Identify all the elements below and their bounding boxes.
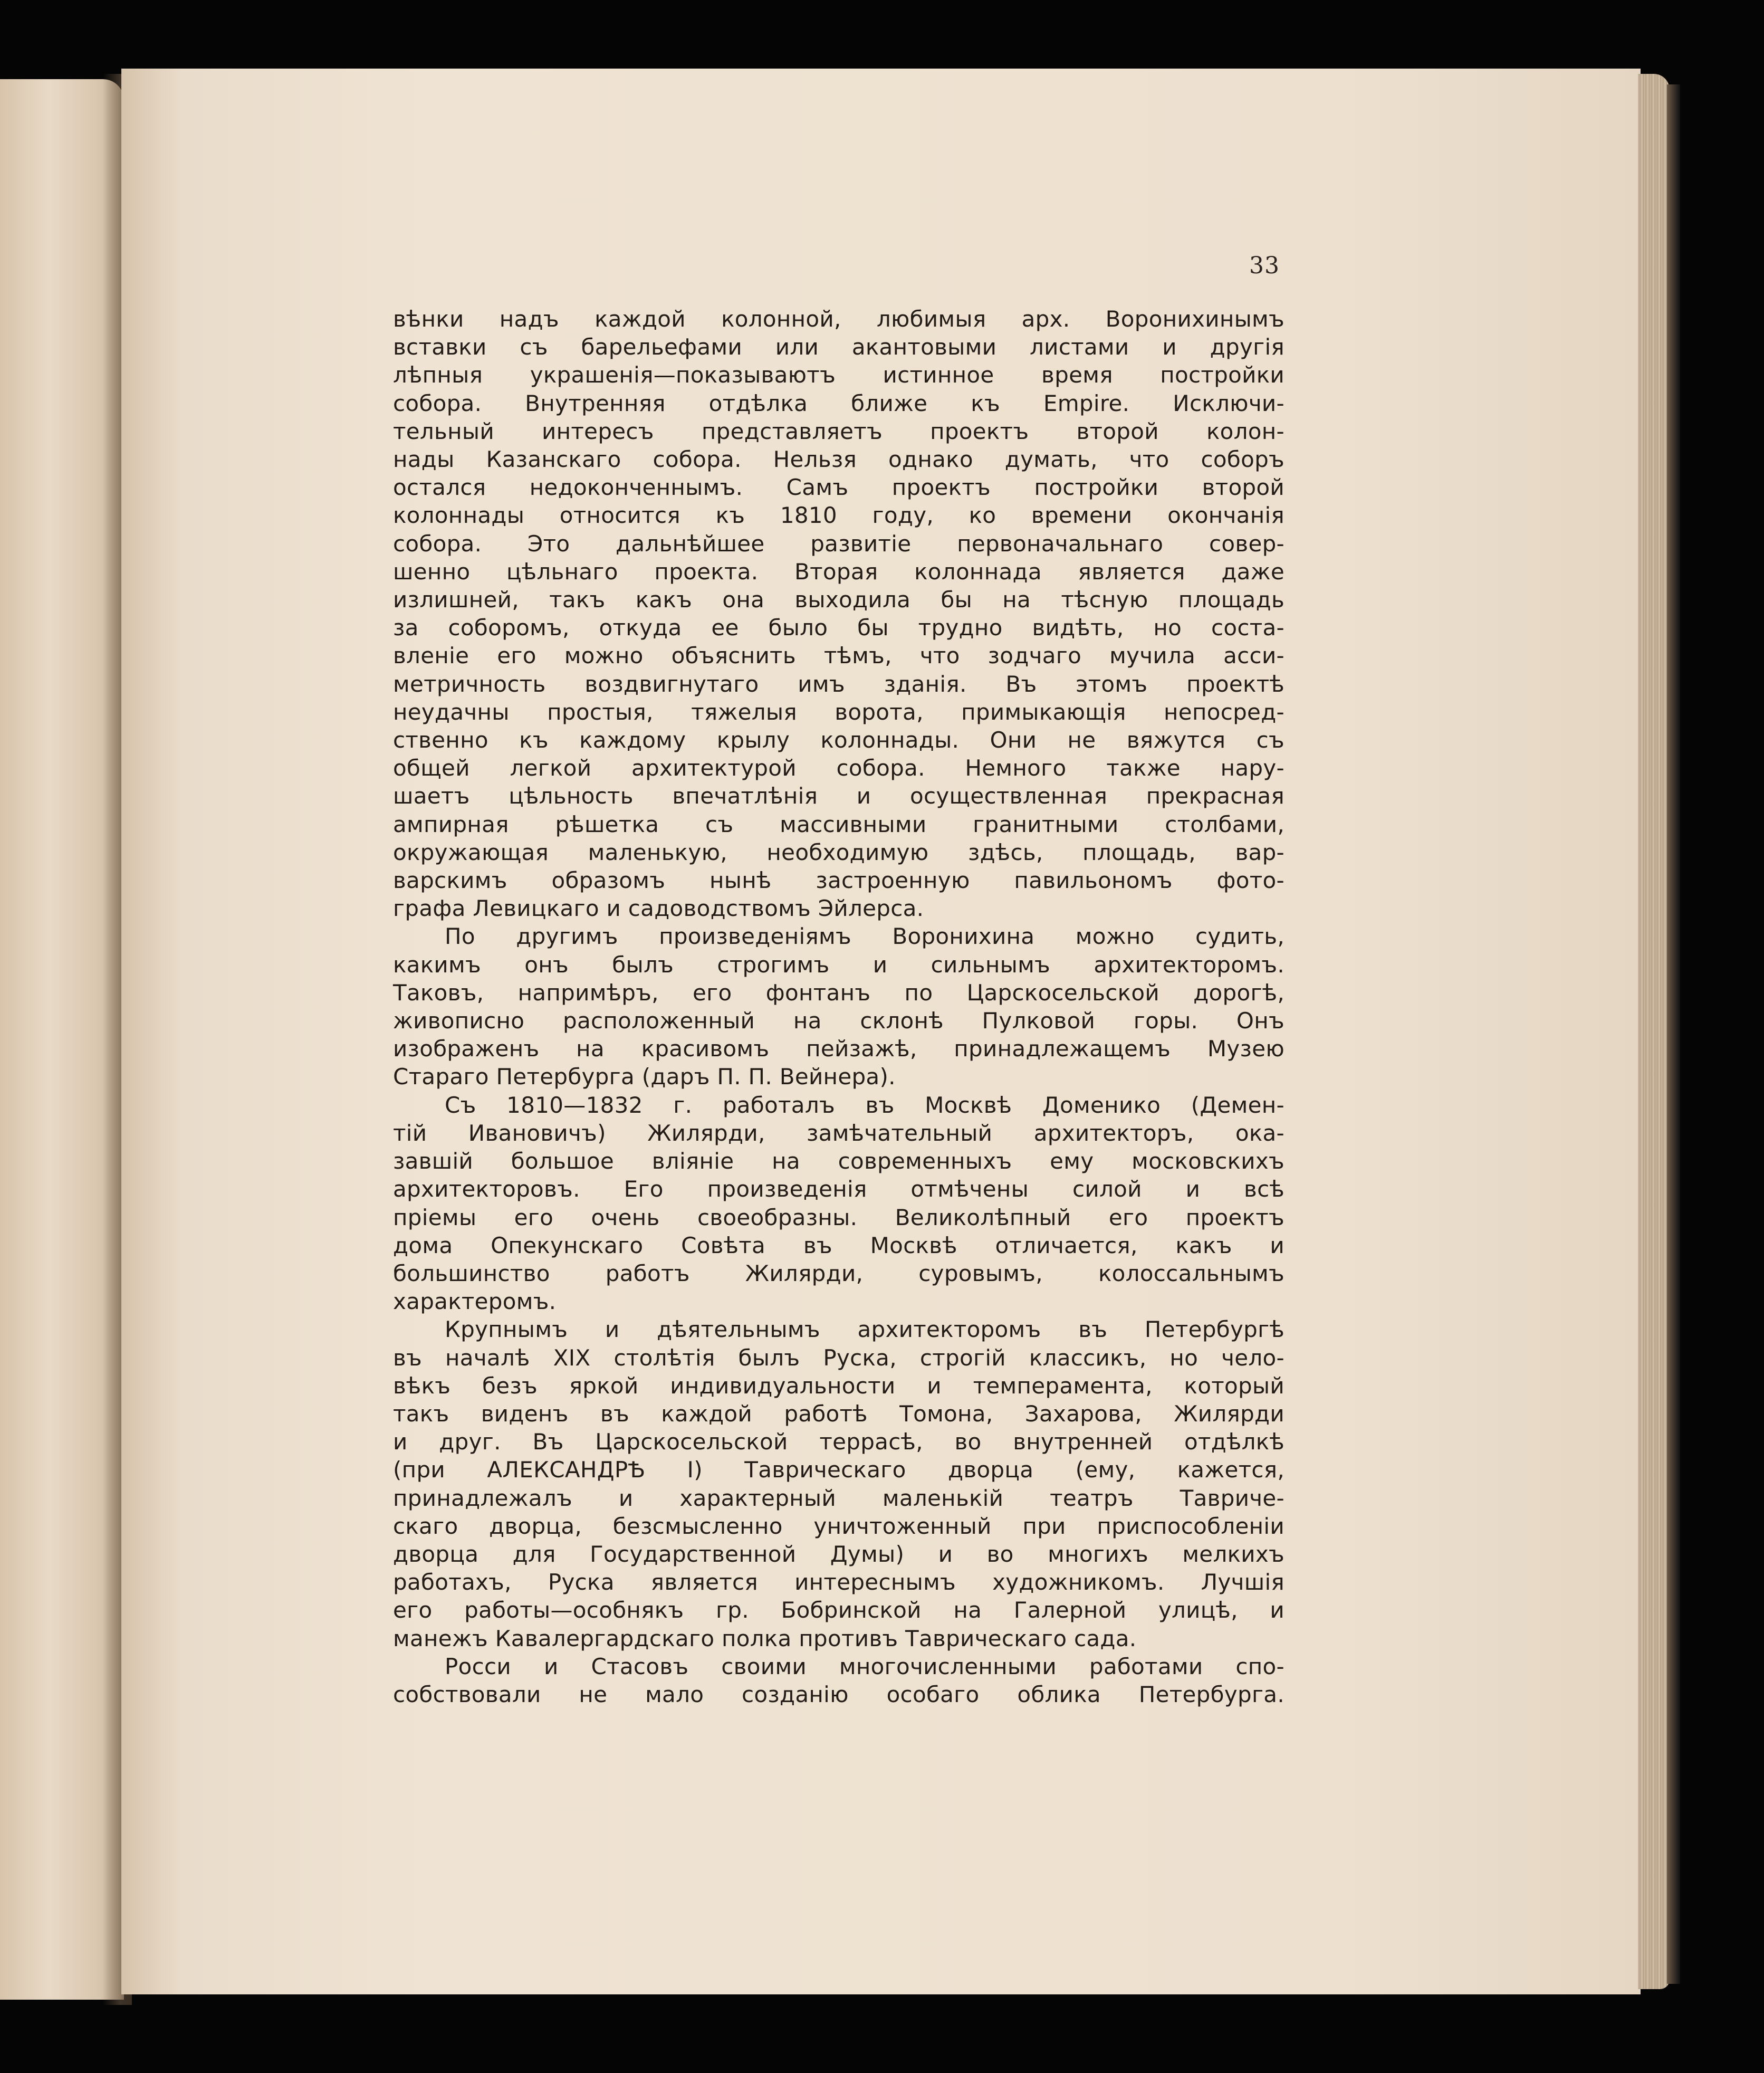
text-line: вѣкъ безъ яркой индивидуальности и темперамента, который	[393, 1372, 1284, 1399]
text-line: большинство работъ Жилярди, суровымъ, колоссальнымъ	[393, 1260, 1284, 1286]
text-line: манежъ Кавалергардскаго полка противъ Таврическаго сада.	[393, 1625, 1137, 1651]
text-line: живописно расположенный на склонѣ Пулковой горы. Онъ	[393, 1008, 1284, 1034]
text-line: тій Ивановичъ) Жилярди, замѣчательный архитекторъ, ока-	[393, 1120, 1284, 1146]
text-line: изображенъ на красивомъ пейзажѣ, принадлежащемъ Музею	[393, 1036, 1284, 1062]
text-line: ампирная рѣшетка съ массивными гранитными столбами,	[393, 811, 1284, 837]
text-line: скаго дворца, безсмысленно уничтоженный при приспособленіи	[393, 1513, 1284, 1539]
text-line: и друг. Въ Царскосельской террасѣ, во внутренней отдѣлкѣ	[393, 1429, 1284, 1455]
text-line: остался недоконченнымъ. Самъ проектъ постройки второй	[393, 474, 1284, 501]
text-line: въ началѣ XIX столѣтія былъ Руска, строгій классикъ, но чело-	[393, 1344, 1284, 1371]
text-line: Съ 1810—1832 г. работалъ въ Москвѣ Доменико (Демен-	[445, 1092, 1284, 1118]
text-line: нады Казанскаго собора. Нельзя однако думать, что соборъ	[393, 446, 1284, 473]
text-line: дворца для Государственной Думы) и во многихъ мелкихъ	[393, 1541, 1284, 1567]
text-line: метричность воздвигнутаго имъ зданія. Въ этомъ проектѣ	[393, 671, 1284, 697]
text-line: архитекторовъ. Его произведенія отмѣчены силой и всѣ	[393, 1176, 1284, 1202]
text-line: окружающая маленькую, необходимую здѣсь, площадь, вар-	[393, 839, 1284, 865]
text-line: шаетъ цѣльность впечатлѣнія и осуществленная прекрасная	[393, 783, 1284, 809]
text-line: излишней, такъ какъ она выходила бы на тѣсную площадь	[393, 587, 1284, 613]
text-line: завшій большое вліяніе на современныхъ ему московскихъ	[393, 1148, 1284, 1174]
text-line: вставки съ барельефами или акантовыми листами и другія	[393, 334, 1284, 360]
text-line: (при АЛЕКСАНДРѢ I) Таврическаго дворца (ему, кажется,	[393, 1457, 1284, 1483]
text-line: шенно цѣльнаго проекта. Вторая колоннада является даже	[393, 558, 1284, 585]
text-line: Росси и Стасовъ своими многочисленными работами спо-	[445, 1653, 1284, 1679]
text-line: тельный интересъ представляетъ проектъ второй колон-	[393, 418, 1284, 444]
text-line: ственно къ каждому крылу колоннады. Они не вяжутся съ	[393, 727, 1284, 753]
page-edges	[1638, 74, 1670, 1989]
text-line: принадлежалъ и характерный маленькій театръ Тавриче-	[393, 1485, 1284, 1511]
text-line: Крупнымъ и дѣятельнымъ архитекторомъ въ Петербургѣ	[445, 1316, 1284, 1343]
text-line: работахъ, Руска является интереснымъ художникомъ. Лучшія	[393, 1569, 1284, 1596]
text-line: какимъ онъ былъ строгимъ и сильнымъ архитекторомъ.	[393, 951, 1284, 978]
text-line: характеромъ.	[393, 1288, 557, 1315]
page-edges-shadow	[1667, 84, 1680, 1984]
text-line: собора. Это дальнѣйшее развитіе первоначальнаго совер-	[393, 530, 1284, 557]
text-line: собора. Внутренняя отдѣлка ближе къ Empire. Исключи-	[393, 390, 1284, 416]
text-line: По другимъ произведеніямъ Воронихина можно судить,	[445, 923, 1284, 950]
text-line: Таковъ, напримѣръ, его фонтанъ по Царскосельской дорогѣ,	[393, 979, 1284, 1006]
text-line: собствовали не мало созданію особаго облика Петербурга.	[393, 1681, 1284, 1707]
text-line: вленіе его можно объяснить тѣмъ, что зодчаго мучила асси-	[393, 643, 1284, 669]
text-line: такъ виденъ въ каждой работѣ Томона, Захарова, Жилярди	[393, 1400, 1284, 1427]
text-line: дома Опекунскаго Совѣта въ Москвѣ отличается, какъ и	[393, 1232, 1284, 1258]
text-line: неудачны простыя, тяжелыя ворота, примыкающія непосред-	[393, 699, 1284, 725]
text-line: графа Левицкаго и садоводствомъ Эйлерса.	[393, 895, 924, 922]
text-line: колоннады относится къ 1810 году, ко времени окончанія	[393, 502, 1284, 529]
page-number: 33	[1249, 252, 1280, 279]
text-line: его работы—особнякъ гр. Бобринской на Галерной улицѣ, и	[393, 1597, 1284, 1623]
text-line: пріемы его очень своеобразны. Великолѣпный его проектъ	[393, 1204, 1284, 1230]
text-line: вѣнки надъ каждой колонной, любимыя арх. Воронихинымъ	[393, 306, 1284, 332]
text-line: варскимъ образомъ нынѣ застроенную павильономъ фото-	[393, 867, 1284, 894]
text-line: общей легкой архитектурой собора. Немного также нару-	[393, 755, 1284, 781]
text-line: за соборомъ, откуда ее было бы трудно видѣть, но соста-	[393, 615, 1284, 641]
text-line: Стараго Петербурга (даръ П. П. Вейнера).	[393, 1064, 896, 1090]
text-line: лѣпныя украшенія—показываютъ истинное время постройки	[393, 362, 1284, 388]
body-text	[393, 305, 1284, 1708]
